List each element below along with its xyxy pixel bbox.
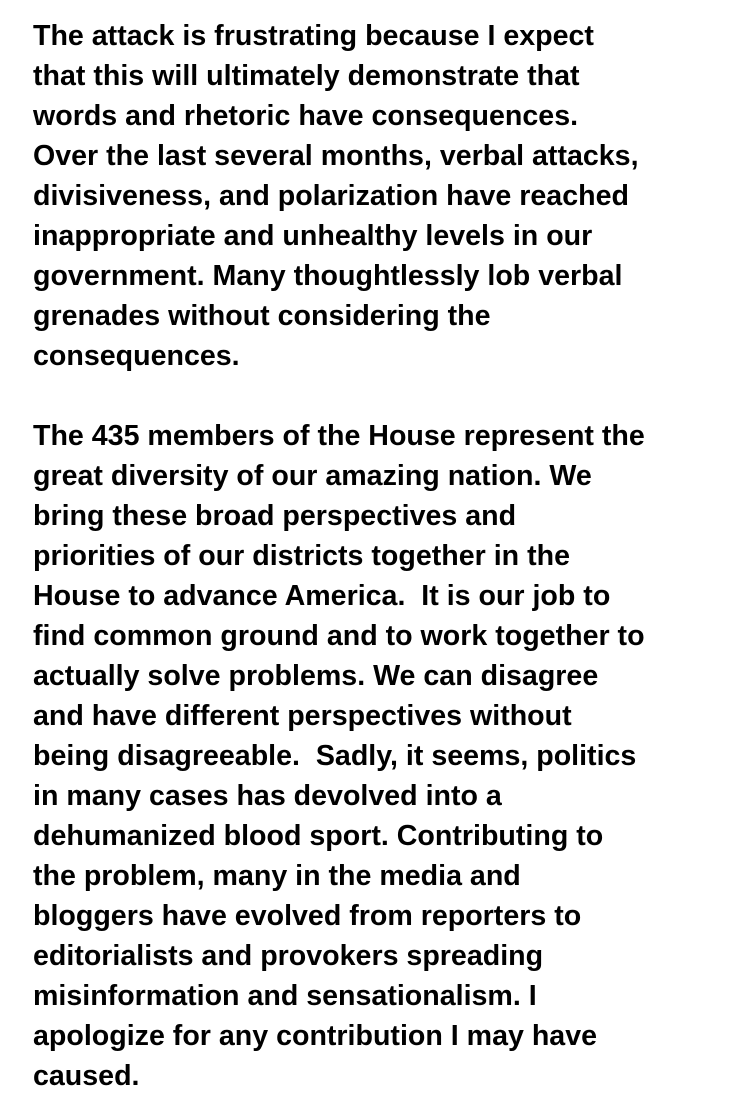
text-line: editorialists and provokers spreading — [33, 940, 544, 972]
document-body — [33, 16, 733, 1096]
text-line: government. Many thoughtlessly lob verbal — [33, 260, 623, 292]
text-line: that this will ultimately demonstrate that — [33, 60, 580, 92]
text-line: great diversity of our amazing nation. We — [33, 460, 592, 492]
text-line: divisiveness, and polarization have reached — [33, 180, 629, 212]
text-line: apologize for any contribution I may have — [33, 1020, 598, 1052]
text-line: the problem, many in the media and — [33, 860, 521, 892]
text-line: priorities of our districts together in the — [33, 540, 570, 572]
text-line: grenades without considering the — [33, 300, 491, 332]
text-line: The 435 members of the House represent the — [33, 420, 645, 452]
text-line: bloggers have evolved from reporters to — [33, 900, 582, 932]
paragraph-1 — [33, 16, 733, 376]
text-line: words and rhetoric have consequences. — [33, 100, 579, 132]
text-line: misinformation and sensationalism. I — [33, 980, 537, 1012]
text-line: and have different perspectives without — [33, 700, 572, 732]
text-line: being disagreeable. Sadly, it seems, politics — [33, 740, 637, 772]
paragraph-spacer — [33, 376, 733, 416]
paragraph-2 — [33, 416, 733, 1096]
text-line: The attack is frustrating because I expect — [33, 20, 594, 52]
text-line: bring these broad perspectives and — [33, 500, 517, 532]
text-line: dehumanized blood sport. Contributing to — [33, 820, 604, 852]
text-line: inappropriate and unhealthy levels in our — [33, 220, 593, 252]
text-line: in many cases has devolved into a — [33, 780, 502, 812]
text-line: consequences. — [33, 340, 240, 372]
text-line: caused. — [33, 1060, 140, 1092]
text-line: House to advance America. It is our job to — [33, 580, 611, 612]
text-line: Over the last several months, verbal attacks, — [33, 140, 639, 172]
text-line: find common ground and to work together to — [33, 620, 645, 652]
text-line: actually solve problems. We can disagree — [33, 660, 599, 692]
